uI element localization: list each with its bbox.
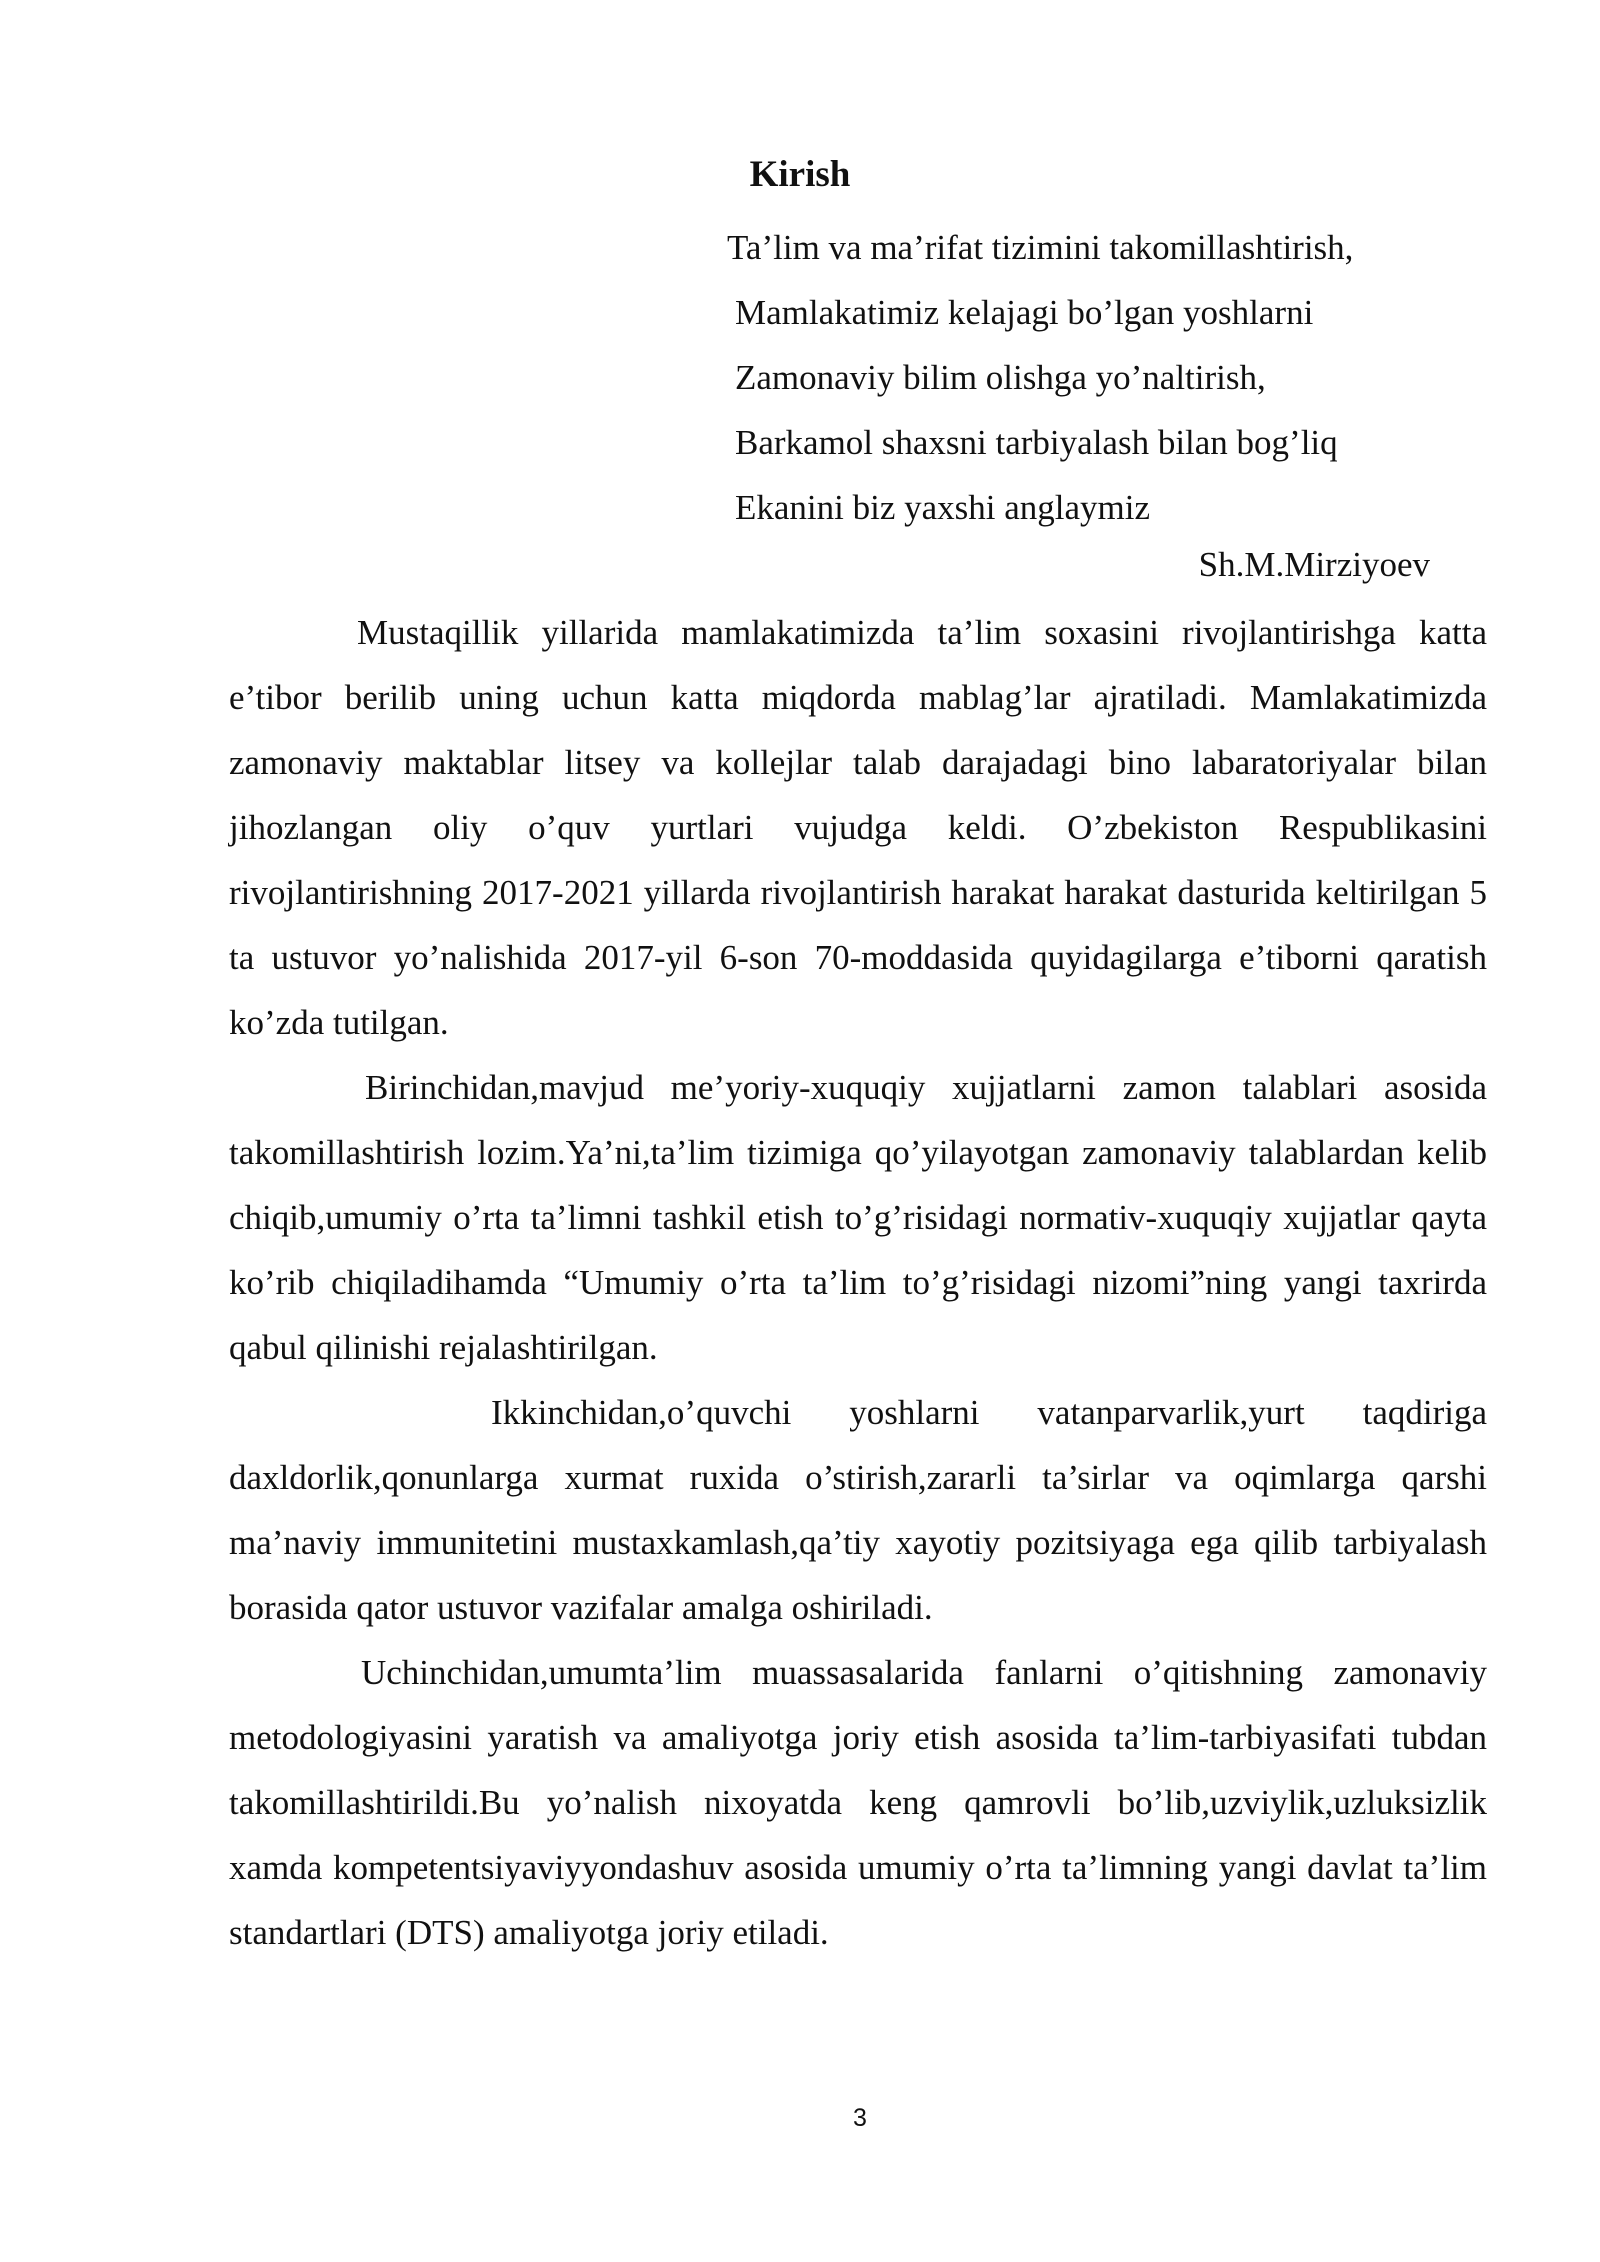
body-paragraph: Ikkinchidan,o’quvchi yoshlarni vatanparvarlik,yurt taqdiriga daxldorlik,qonunlarga xurmat ruxida o’stirish,zararli ta’sirlar va oqimlarga qarshi ma’naviy immunitetini mustaxkamlash,qa’tiy xayotiy pozitsiyaga ega qilib tarbiyalash borasida qator ustuvor vazifalar amalga oshiriladi. xyxy=(229,1393,1487,1627)
epigraph-line: Barkamol shaxsni tarbiyalash bilan bog’liq xyxy=(735,423,1338,462)
page-number: 3 xyxy=(853,2104,867,2132)
section-title xyxy=(0,150,1600,200)
epigraph-line: Ta’lim va ma’rifat tizimini takomillashtirish, xyxy=(727,228,1354,267)
epigraph-line: Zamonaviy bilim olishga yo’naltirish, xyxy=(735,358,1266,397)
body-paragraph: Mustaqillik yillarida mamlakatimizda ta’lim soxasini rivojlantirishga katta e’tibor berilib uning uchun katta miqdorda mablag’lar ajratiladi. Mamlakatimizda zamonaviy maktablar litsey va kollejlar talab darajadagi bino labaratoriyalar bilan jihozlangan oliy o’quv yurtlari vujudga keldi. O’zbekiston Respublikasini rivojlantirishning 2017-2021 yillarda rivojlantirish harakat harakat dasturida keltirilgan 5 ta ustuvor yo’nalishida 2017-yil 6-son 70-moddasida quyidagilarga e’tiborni qaratish ko’zda tutilgan. xyxy=(229,613,1487,1042)
body-paragraph: Birinchidan,mavjud me’yoriy-xuquqiy xujjatlarni zamon talablari asosida takomillashtirish lozim.Ya’ni,ta’lim tizimiga qo’yilayotgan zamonaviy talablardan kelib chiqib,umumiy o’rta ta’limni tashkil etish to’g’risidagi normativ-xuquqiy xujjatlar qayta ko’rib chiqiladihamda “Umumiy o’rta ta’lim to’g’risidagi nizomi”ning yangi taxrirda qabul qilinishi rejalashtirilgan. xyxy=(229,1068,1487,1367)
epigraph-author: Sh.M.Mirziyoev xyxy=(1198,545,1430,584)
body-paragraph: Uchinchidan,umumta’lim muassasalarida fanlarni o’qitishning zamonaviy metodologiyasini yaratish va amaliyotga joriy etish asosida ta’lim-tarbiyasifati tubdan takomillashtirildi.Bu yo’nalish nixoyatda keng qamrovli bo’lib,uzviylik,uzluksizlik xamda kompetentsiyaviyyondashuv asosida umumiy o’rta ta’limning yangi davlat ta’lim standartlari (DTS) amaliyotga joriy etiladi. xyxy=(229,1653,1487,1952)
body-text xyxy=(229,600,1487,1965)
epigraph xyxy=(727,215,1455,540)
epigraph-line: Mamlakatimiz kelajagi bo’lgan yoshlarni xyxy=(735,293,1314,332)
section-title-text: Kirish xyxy=(749,154,851,195)
epigraph-line: Ekanini biz yaxshi anglaymiz xyxy=(735,488,1151,527)
